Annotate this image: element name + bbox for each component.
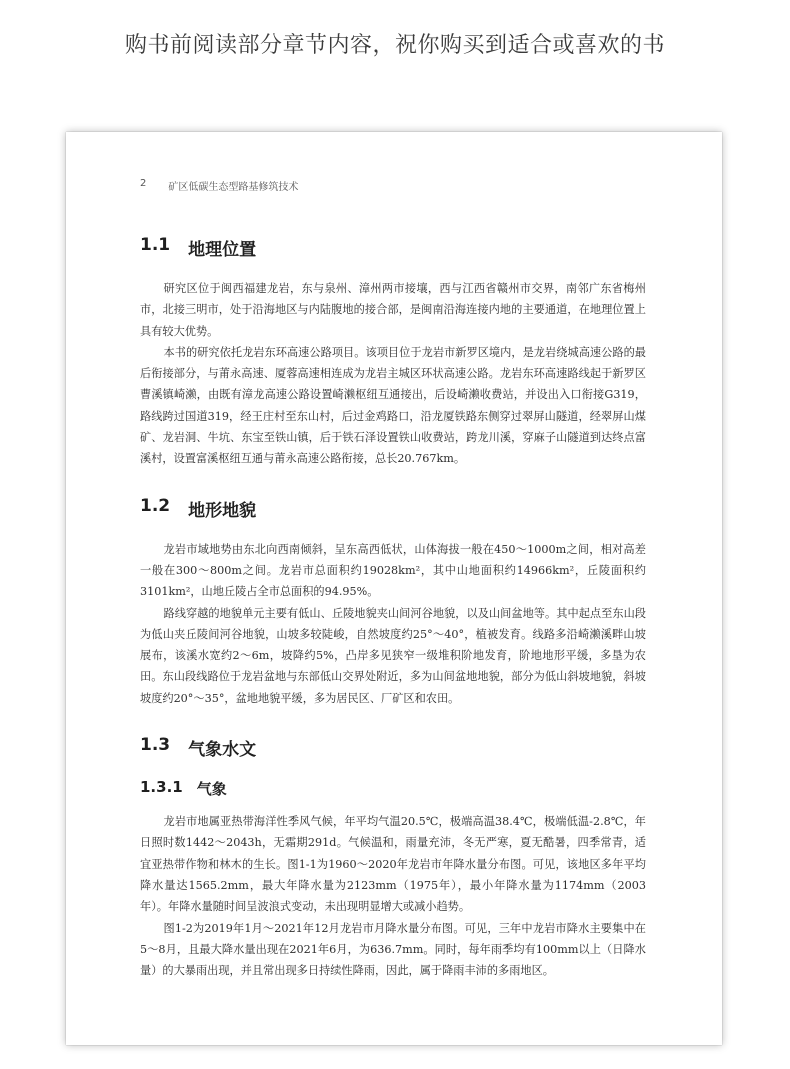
page-number: 2 xyxy=(140,178,147,189)
book-title: 矿区低碳生态型路基修筑技术 xyxy=(168,182,299,193)
paragraph: 路线穿越的地貌单元主要有低山、丘陵地貌夹山间河谷地貌，以及山间盆地等。其中起点至东山段为低山夹丘陵间河谷地貌，山坡多较陡峻，自然坡度约25°～40°，植被发育。线路多沿崎濑溪畔山坡展布，该溪水宽约2～6m，坡降约5%，凸岸多见狭窄一级堆积阶地发育，阶地地形平缓，多垦为农田。东山段线路位于龙岩盆地与东部低山交界处附近，多为山间盆地地貌，部分为低山斜坡地貌，斜坡坡度约20°～35°，盆地地貌平缓，多为居民区、厂矿区和农田。 xyxy=(140,606,646,705)
section-heading xyxy=(140,735,646,760)
running-head xyxy=(140,178,646,193)
section-title: 地理位置 xyxy=(188,240,257,260)
section-heading xyxy=(140,235,646,260)
subsection-number: 1.3.1 xyxy=(140,778,183,797)
paragraph: 研究区位于闽西福建龙岩，东与泉州、漳州两市接壤，西与江西省赣州市交界，南邻广东省梅州市，北接三明市，处于沿海地区与内陆腹地的接合部，是闽南沿海连接内地的主要通道，在地理位置上具有较大优势。 xyxy=(140,282,646,338)
section-title: 地形地貌 xyxy=(188,500,257,521)
paragraph: 龙岩市地属亚热带海洋性季风气候，年平均气温20.5℃，极端高温38.4℃，极端低温-2.8℃，年日照时数1442～2043h，无霜期291d。气候温和，雨量充沛，冬无严寒，夏无酷暑，四季常青，适宜亚热带作物和林木的生长。图1-1为1960～2020年龙岩市年降水量分布图。可见，该地区多年平均降水量达1565.2mm，最大年降水量为2123mm（1975年），最小年降水量为1174mm（2003年）。年降水量随时间呈波浪式变动，未出现明显增大或减小趋势。 xyxy=(140,815,646,914)
paragraph: 图1-2为2019年1月～2021年12月龙岩市月降水量分布图。可见，三年中龙岩市降水主要集中在5～8月，且最大降水量出现在2021年6月，为636.7mm。同时，每年雨季均有100mm以上（日降水量）的大暴雨出现，并且常出现多日持续性降雨，因此，属于降雨丰沛的多雨地区。 xyxy=(140,921,646,978)
spacer xyxy=(140,470,646,496)
section-number: 1.3 xyxy=(140,735,171,756)
section-1-3 xyxy=(140,735,646,981)
paragraph: 龙岩市域地势由东北向西南倾斜，呈东高西低状，山体海拔一般在450～1000m之间，相对高差一般在300～800m之间。龙岩市总面积约19028km²，其中山地面积约14966km²，丘陵面积约3101km²，山地丘陵占全市总面积的94.95%。 xyxy=(140,542,646,599)
section-number: 1.2 xyxy=(140,495,171,516)
section-title: 气象水文 xyxy=(188,740,257,761)
section-1-1 xyxy=(140,235,646,470)
subsection-title: 气象 xyxy=(196,780,227,799)
book-page xyxy=(66,132,722,1045)
section-heading xyxy=(140,496,646,521)
section-1-2 xyxy=(140,496,646,709)
section-number: 1.1 xyxy=(140,235,171,255)
banner-title: 购书前阅读部分章节内容，祝你购买到适合或喜欢的书 xyxy=(124,33,665,58)
banner xyxy=(0,0,790,132)
spacer xyxy=(140,709,646,735)
subsection-heading xyxy=(140,778,646,799)
paragraph: 本书的研究依托龙岩东环高速公路项目。该项目位于龙岩市新罗区境内，是龙岩绕城高速公路的最后衔接部分，与莆永高速、厦蓉高速相连成为龙岩主城区环状高速公路。龙岩东环高速路线起于新罗区曹溪镇崎濑，由既有漳龙高速公路设置崎濑枢纽互通接出，后设崎濑收费站，并设出入口衔接G319，路线跨过国道319，经王庄村至东山村，后过金鸡路口，沿龙厦铁路东侧穿过翠屏山隧道，经翠屏山煤矿、龙岩洞、牛坑、东宝至铁山镇，后于铁石泽设置铁山收费站，跨龙川溪，穿麻子山隧道到达终点富溪村，设置富溪枢纽互通与莆永高速公路衔接，总长20.767km。 xyxy=(140,345,646,466)
